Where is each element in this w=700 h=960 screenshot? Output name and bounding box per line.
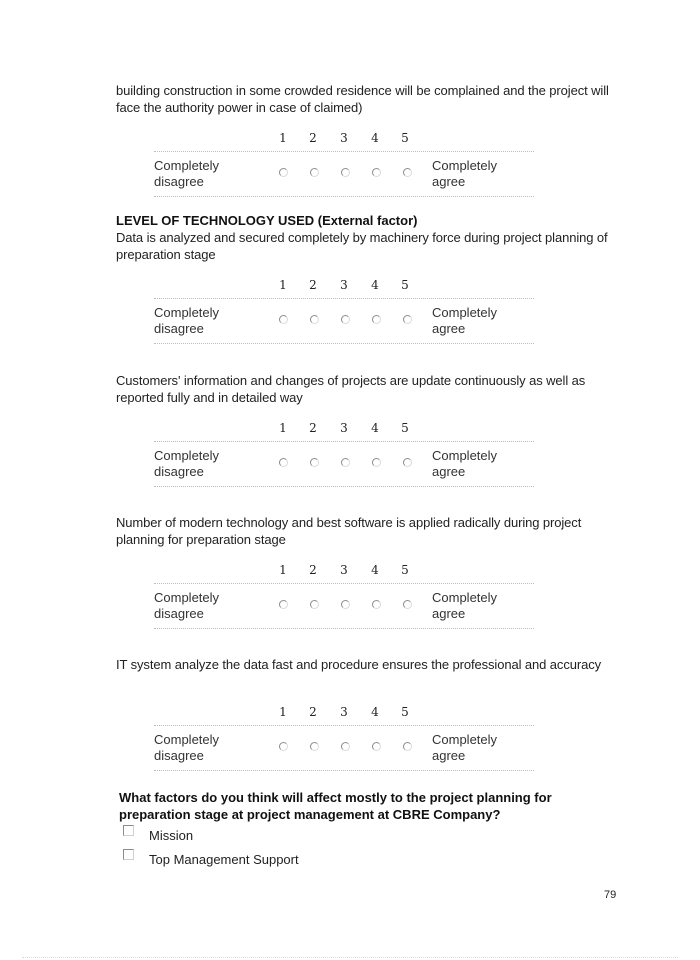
scale-number: 4 [371,131,379,145]
radio-option-3[interactable] [341,742,350,751]
scale-number: 4 [371,278,379,292]
divider [154,196,534,197]
radio-option-5[interactable] [403,458,412,467]
scale-left-label: Completely disagree [154,448,220,479]
radio-option-1[interactable] [279,168,288,177]
scale-number: 1 [279,563,287,577]
divider [154,298,534,299]
scale-number: 2 [309,705,317,719]
page-number: 79 [604,889,617,901]
question-text: IT system analyze the data fast and procedure ensures the professional and accuracy [116,657,602,672]
radio-option-1[interactable] [279,600,288,609]
radio-option-1[interactable] [279,315,288,324]
checkbox-mission[interactable] [123,825,134,836]
radio-option-4[interactable] [372,315,381,324]
radio-option-2[interactable] [310,458,319,467]
scale-left-label: Completely disagree [154,732,220,763]
scale-numbers [154,421,534,437]
scale-numbers [154,278,534,294]
scale-number: 3 [340,421,348,435]
radio-option-2[interactable] [310,600,319,609]
radio-option-4[interactable] [372,742,381,751]
radio-option-4[interactable] [372,168,381,177]
question-text: Data is analyzed and secured completely by machinery force during project planning of preparation stage [116,230,608,262]
page-bottom-border [22,957,678,958]
rating-scale [154,131,534,201]
scale-number: 1 [279,421,287,435]
divider [154,628,534,629]
radio-option-2[interactable] [310,742,319,751]
divider [154,725,534,726]
radio-option-1[interactable] [279,742,288,751]
divider [154,343,534,344]
scale-numbers [154,131,534,147]
checkbox-label: Top Management Support [149,852,299,867]
scale-number: 4 [371,421,379,435]
radio-option-3[interactable] [341,600,350,609]
rating-scale [154,278,534,348]
scale-number: 3 [340,563,348,577]
divider [154,583,534,584]
scale-right-label: Completely agree [432,158,498,189]
scale-right-label: Completely agree [432,305,498,336]
scale-number: 4 [371,705,379,719]
scale-number: 1 [279,131,287,145]
scale-number: 5 [401,705,409,719]
rating-scale [154,705,534,775]
scale-number: 5 [401,278,409,292]
question-text: building construction in some crowded residence will be complained and the project will face the authority power in case of claimed) [116,83,609,115]
divider [154,151,534,152]
scale-number: 5 [401,421,409,435]
scale-number: 2 [309,563,317,577]
scale-number: 5 [401,563,409,577]
radio-option-1[interactable] [279,458,288,467]
radio-option-3[interactable] [341,168,350,177]
scale-right-label: Completely agree [432,732,498,763]
scale-right-label: Completely agree [432,448,498,479]
scale-number: 2 [309,131,317,145]
divider [154,770,534,771]
scale-number: 2 [309,421,317,435]
factors-question: What factors do you think will affect mostly to the project planning for preparation stage at project management at CBRE Company? [119,790,552,822]
scale-numbers [154,705,534,721]
radio-option-2[interactable] [310,315,319,324]
scale-number: 3 [340,705,348,719]
radio-option-3[interactable] [341,458,350,467]
question-text: Customers' information and changes of projects are update continuously as well as reported fully and in detailed way [116,373,586,405]
scale-right-label: Completely agree [432,590,498,621]
scale-left-label: Completely disagree [154,590,220,621]
scale-number: 1 [279,705,287,719]
radio-option-5[interactable] [403,600,412,609]
scale-number: 3 [340,278,348,292]
scale-number: 4 [371,563,379,577]
radio-option-5[interactable] [403,168,412,177]
radio-option-2[interactable] [310,168,319,177]
radio-option-4[interactable] [372,600,381,609]
divider [154,441,534,442]
scale-left-label: Completely disagree [154,158,220,189]
scale-number: 2 [309,278,317,292]
divider [154,486,534,487]
scale-left-label: Completely disagree [154,305,220,336]
scale-number: 5 [401,131,409,145]
scale-number: 3 [340,131,348,145]
radio-option-5[interactable] [403,315,412,324]
question-text: Number of modern technology and best software is applied radically during project planning for preparation stage [116,515,582,547]
radio-option-4[interactable] [372,458,381,467]
checkbox-label: Mission [149,828,194,843]
scale-number: 1 [279,278,287,292]
radio-option-3[interactable] [341,315,350,324]
scale-numbers [154,563,534,579]
rating-scale [154,421,534,491]
section-title: LEVEL OF TECHNOLOGY USED (External factor) [116,213,418,228]
rating-scale [154,563,534,633]
radio-option-5[interactable] [403,742,412,751]
checkbox-top-management-support[interactable] [123,849,134,860]
